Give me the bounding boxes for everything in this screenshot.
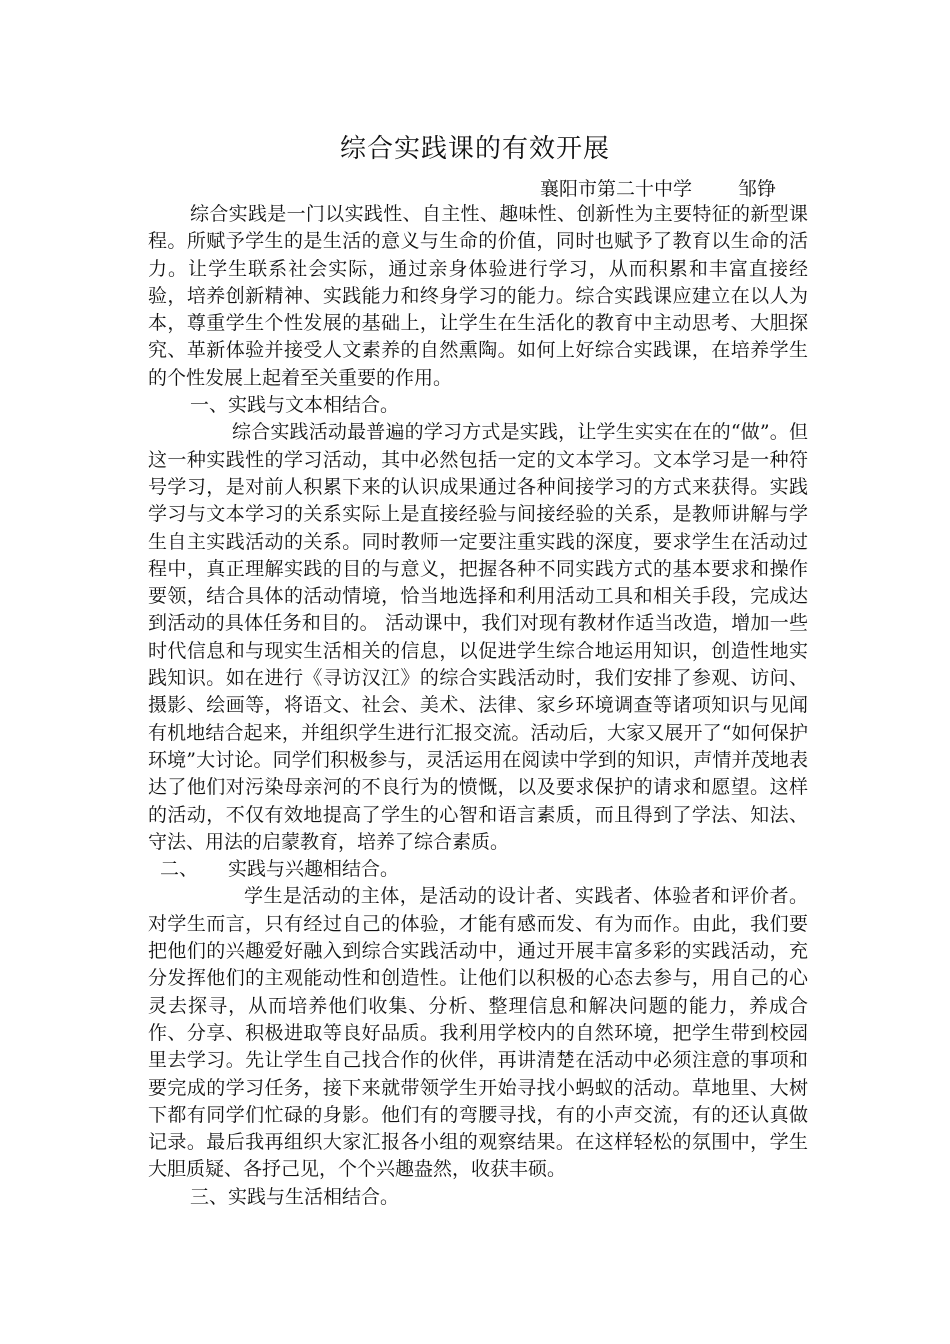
section-1-paragraph: 综合实践活动最普遍的学习方式是实践，让学生实实在在的“做”。但这一种实践性的学习活动，其中必然包括一定的文本学习。文本学习是一种符号学习，是对前人积累下来的认识成果通过各种间接学习的方式来获得。实践学习与文本学习的关系实际上是直接经验与间接经验的关系，是教师讲解与学生自主实践活动的关系。同时教师一定要注重实践的深度，要求学生在活动过程中，真正理解实践的目的与意义，把握各种不同实践方式的基本要求和操作要领，结合具体的活动情境，恰当地选择和利用活动工具和相关手段，完成达到活动的具体任务和目的。 活动课中，我们对现有教材作适当改造，增加一些时代信息和与现实生活相关的信息，以促进学生综合地运用知识，创造性地实践知识。如在进行《寻访汉江》的综合实践活动时，我们安排了参观、访问、摄影、绘画等，将语文、社会、美术、法律、家乡环境调查等诸项知识与见闻有机地结合起来，并组织学生进行汇报交流。活动后，大家又展开了“如何保护环境”大讨论。同学们积极参与，灵活运用在阅读中学到的知识，声情并茂地表达了他们对污染母亲河的不良行为的愤慨，以及要求保护的请求和愿望。这样的活动，不仅有效地提高了学生的心智和语言素质，而且得到了学法、知法、守法、用法的启蒙教育，培养了综合素质。 xyxy=(148,421,808,853)
section-2-paragraph: 学生是活动的主体，是活动的设计者、实践者、体验者和评价者。对学生而言，只有经过自己的体验，才能有感而发、有为而作。由此，我们要把他们的兴趣爱好融入到综合实践活动中，通过开展丰富多彩的实践活动，充分发挥他们的主观能动性和创造性。让他们以积极的心态去参与，用自己的心灵去探寻，从而培养他们收集、分析、整理信息和解决问题的能力，养成合作、分享、积极进取等良好品质。我利用学校内的自然环境，把学生带到校园里去学习。先让学生自己找合作的伙伴，再讲清楚在活动中必须注意的事项和要完成的学习任务，接下来就带领学生开始寻找小蚂蚁的活动。草地里、大树下都有同学们忙碌的身影。他们有的弯腰寻找，有的小声交流，有的还认真做记录。最后我再组织大家汇报各小组的观察结果。在这样轻松的氛围中，学生大胆质疑、各抒己见，个个兴趣盎然，收获丰硕。 xyxy=(148,885,808,1181)
intro-paragraph: 综合实践是一门以实践性、自主性、趣味性、创新性为主要特征的新型课程。所赋予学生的是生活的意义与生命的价值，同时也赋予了教育以生命的活力。让学生联系社会实际，通过亲身体验进行学习，从而积累和丰富直接经验，培养创新精神、实践能力和终身学习的能力。综合实践课应建立在以人为本，尊重学生个性发展的基础上，让学生在生活化的教育中主动思考、大胆探究、革新体验并接受人文素养的自然熏陶。如何上好综合实践课，在培养学生的个性发展上起着至关重要的作用。 xyxy=(148,203,808,389)
section-3-heading: 三、实践与生活相结合。 xyxy=(190,1185,400,1208)
document-title: 综合实践课的有效开展 xyxy=(339,134,610,164)
section-1-heading: 一、实践与文本相结合。 xyxy=(190,394,400,417)
section-2-number: 二、 xyxy=(160,858,199,881)
author-line xyxy=(540,176,776,202)
document-body xyxy=(148,201,808,1211)
section-2-title: 实践与兴趣相结合。 xyxy=(228,858,400,881)
author-name: 邹铮 xyxy=(738,178,777,200)
school-name: 襄阳市第二十中学 xyxy=(540,178,693,200)
section-2-heading xyxy=(148,856,808,883)
